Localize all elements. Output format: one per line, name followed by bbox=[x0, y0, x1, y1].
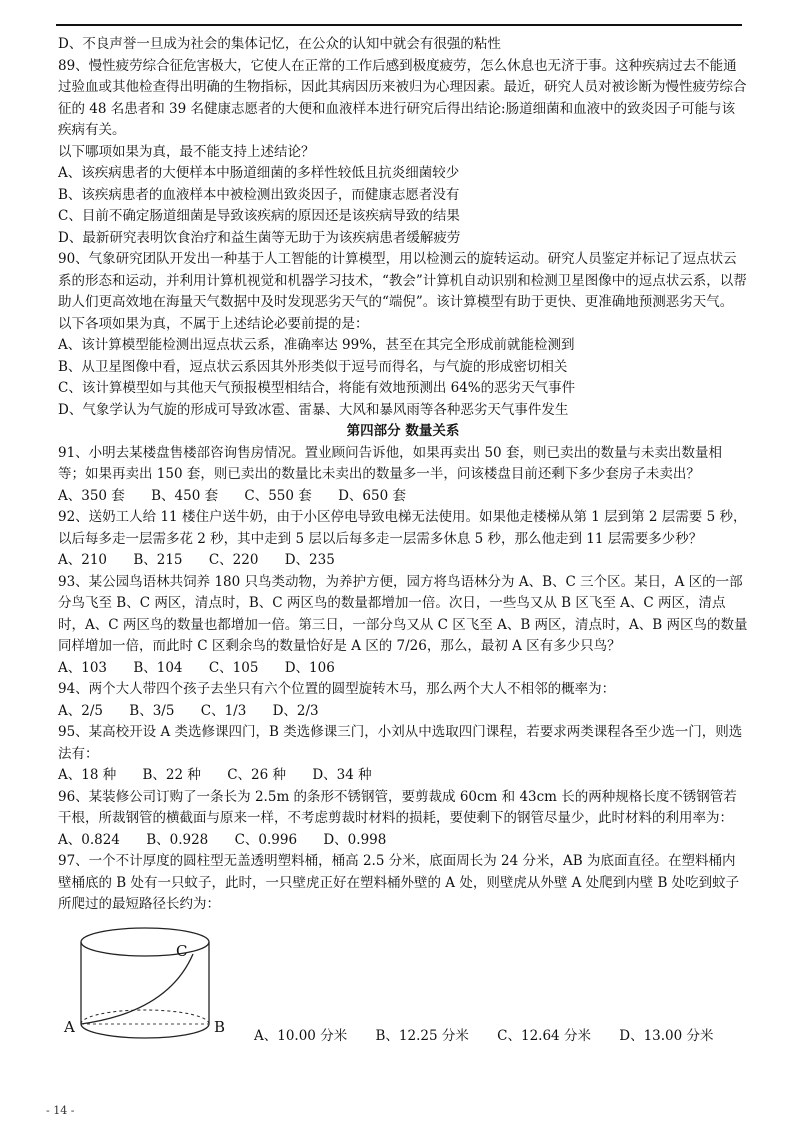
q96-option-a: A、0.824 bbox=[58, 831, 120, 848]
q93-options bbox=[58, 658, 748, 680]
q97-stem: 97、一个不计厚度的圆柱型无盖透明塑料桶，桶高 2.5 分米，底面周长为 24 分米，AB 为底面直径。在塑料桶内壁桶底的 B 处有一只蚊子，此时，一只壁虎正好在塑料桶外壁的 A 处，则壁虎从外壁 A 处爬到内壁 B 处吃到蚊子所爬过的最短路径长约为： bbox=[58, 853, 740, 912]
cylinder-bottom-back bbox=[81, 1010, 209, 1024]
cylinder-figure bbox=[58, 920, 248, 1070]
q94-option-b: B、3/5 bbox=[129, 702, 175, 719]
q92-options bbox=[58, 550, 748, 572]
q92-option-c: C、220 bbox=[208, 552, 259, 568]
q95-options bbox=[58, 765, 748, 787]
q94-options bbox=[58, 701, 748, 723]
q94-option-d: D、2/3 bbox=[272, 702, 319, 719]
q89-option-b: B、该疾病患者的血液样本中被检测出致炎因子，而健康志愿者没有 bbox=[58, 186, 460, 203]
q92-option-a: A、210 bbox=[58, 552, 108, 568]
q89-question: 以下哪项如果为真，最不能支持上述结论？ bbox=[58, 143, 315, 160]
q94-option-a: A、2/5 bbox=[58, 702, 103, 719]
q91-option-d: D、650 套 bbox=[338, 487, 406, 504]
q90-option-c: C、该计算模型如与其他天气预报模型相结合，将能有效地预测出 64%的恶劣天气事件 bbox=[58, 380, 576, 396]
q89-option-d: D、最新研究表明饮食治疗和益生菌等无助于为该疾病患者缓解疲劳 bbox=[58, 229, 461, 246]
q91-stem: 91、小明去某楼盘售楼部咨询售房情况。置业顾问告诉他，如果再卖出 50 套，则已卖出的数量与未卖出数量相等；如果再卖出 150 套，则已卖出的数量比未卖出的数量多一半，问该楼盘目前还剩下多少套房子未卖出？ bbox=[58, 444, 722, 482]
q90-option-d: D、气象学认为气旋的形成可导致冰雹、雷暴、大风和暴风雨等各种恶劣天气事件发生 bbox=[58, 401, 569, 418]
q96-options bbox=[58, 830, 748, 852]
q94-stem: 94、两个大人带四个孩子去坐只有六个位置的圆型旋转木马，那么两个大人不相邻的概率为： bbox=[58, 681, 616, 697]
q96-option-d: D、0.998 bbox=[323, 831, 387, 848]
q93-option-d: D、106 bbox=[284, 659, 335, 676]
q92-stem: 92、送奶工人给 11 楼住户送牛奶，由于小区停电导致电梯无法使用。如果他走楼梯从第 1 层到第 2 层需要 5 秒，以后每多走一层需多花 2 秒，其中走到 5 层以后每多走一层需多休息 5 秒，那么他走到 11 层需要多少秒？ bbox=[58, 509, 747, 547]
q92-option-d: D、235 bbox=[284, 552, 335, 568]
q96-option-b: B、0.928 bbox=[146, 831, 209, 848]
q91-option-c: C、550 套 bbox=[244, 487, 312, 504]
section-title: 第四部分 数量关系 bbox=[346, 423, 460, 439]
q97-option-d: D、13.00 分米 bbox=[619, 1027, 714, 1044]
q88-option-d: D、不良声誉一旦成为社会的集体记忆，在公众的认知中就会有很强的粘性 bbox=[58, 36, 501, 52]
header-rule bbox=[56, 24, 742, 26]
q90-option-b: B、从卫星图像中看，逗点状云系因其外形类似于逗号而得名，与气旋的形成密切相关 bbox=[58, 358, 568, 375]
q91-options bbox=[58, 486, 748, 508]
q95-stem: 95、某高校开设 A 类选修课四门，B 类选修课三门，小刘从中选取四门课程，若要求两类课程各至少选一门，则选法有： bbox=[58, 724, 743, 762]
q90-question: 以下各项如果为真，不属于上述结论必要前提的是： bbox=[58, 315, 369, 332]
q95-option-c: C、26 种 bbox=[227, 767, 287, 783]
q93-option-a: A、103 bbox=[58, 659, 108, 676]
page-content bbox=[58, 34, 748, 1070]
path-a-to-c bbox=[81, 954, 193, 1024]
q92-option-b: B、215 bbox=[133, 552, 183, 568]
q97-figure-row bbox=[58, 920, 748, 1070]
page-number: - 14 - bbox=[46, 1104, 75, 1117]
q97-options bbox=[254, 1024, 738, 1044]
q93-option-b: B、104 bbox=[133, 659, 183, 676]
q89-option-c: C、目前不确定肠道细菌是导致该疾病的原因还是该疾病导致的结果 bbox=[58, 208, 460, 224]
q91-option-a: A、350 套 bbox=[58, 487, 125, 504]
q94-option-c: C、1/3 bbox=[200, 702, 247, 719]
q96-stem: 96、某装修公司订购了一条长为 2.5m 的条形不锈钢管，要剪裁成 60cm 和 43cm 长的两种规格长度不锈钢管若干根，所裁钢管的横截面与原来一样，不考虑剪裁时材料的损耗，要使剩下的钢管尽量少，此时材料的利用率为： bbox=[58, 788, 737, 826]
q93-option-c: C、105 bbox=[208, 659, 259, 676]
label-a: A bbox=[64, 1017, 75, 1036]
q91-option-b: B、450 套 bbox=[151, 487, 219, 504]
q90-option-a: A、该计算模型能检测出逗点状云系，准确率达 99%，甚至在其完全形成前就能检测到 bbox=[58, 337, 575, 353]
q89-option-a: A、该疾病患者的大便样本中肠道细菌的多样性较低且抗炎细菌较少 bbox=[58, 165, 460, 181]
q95-option-b: B、22 种 bbox=[142, 767, 201, 783]
label-c: C bbox=[176, 941, 188, 960]
q97-option-b: B、12.25 分米 bbox=[375, 1027, 469, 1044]
q90-stem: 90、气象研究团队开发出一种基于人工智能的计算模型，用以检测云的旋转运动。研究人员鉴定并标记了逗点状云系的形态和运动，并利用计算机视觉和机器学习技术，“教会”计算机自动识别和检测卫星图像中的逗点状云系，以帮助人们更高效地在海量天气数据中及时发现恶劣天气的“端倪”。该计算模型有助于更快、更准确地预测恶劣天气。 bbox=[58, 251, 747, 310]
q95-option-d: D、34 种 bbox=[312, 767, 372, 783]
q97-option-a: A、10.00 分米 bbox=[254, 1027, 348, 1044]
q96-option-c: C、0.996 bbox=[234, 831, 298, 848]
q97-option-c: C、12.64 分米 bbox=[497, 1027, 591, 1044]
q93-stem: 93、某公园鸟语林共饲养 180 只鸟类动物，为养护方便，园方将鸟语林分为 A、B、C 三个区。某日，A 区的一部分鸟飞至 B、C 两区，清点时，B、C 两区鸟的数量都增加一倍。次日，一些鸟又从 B 区飞至 A、C 两区，清点时，A、C 两区鸟的数量也都增加一倍。第三日，一部分鸟又从 C 区飞至 A、B 两区，清点时，A、B 两区鸟的数量同样增加一倍，而此时 C 区剩余鸟的数量恰好是 A 区的 7/26，那么，最初 A 区有多少只鸟？ bbox=[58, 573, 748, 654]
cylinder-top-ellipse bbox=[81, 928, 209, 956]
cylinder-bottom-front bbox=[81, 1024, 209, 1038]
label-b: B bbox=[214, 1017, 226, 1036]
q89-stem: 89、慢性疲劳综合征危害极大，它使人在正常的工作后感到极度疲劳，怎么休息也无济于事。这种疾病过去不能通过验血或其他检查得出明确的生物指标，因此其病因历来被归为心理因素。最近，研究人员对被诊断为慢性疲劳综合征的 48 名患者和 39 名健康志愿者的大便和血液样本进行研究后得出结论:肠道细菌和血液中的致炎因子可能与该疾病有关。 bbox=[58, 57, 747, 138]
q95-option-a: A、18 种 bbox=[58, 767, 117, 783]
